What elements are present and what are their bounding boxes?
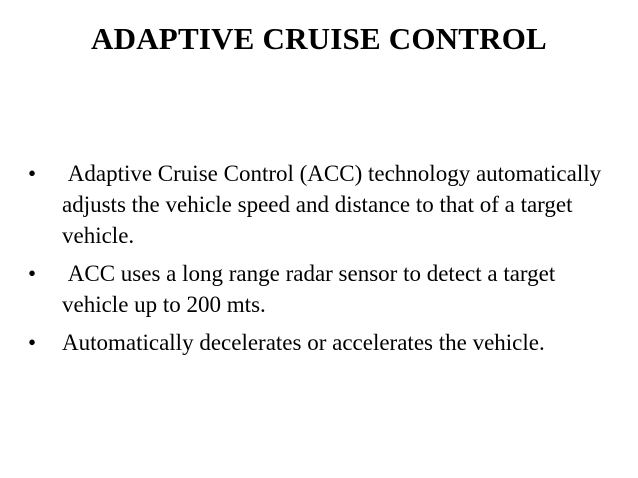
bullet-text: Adaptive Cruise Control (ACC) technology automatically adjusts the vehicle speed and distance to that of a target vehicle. bbox=[62, 161, 607, 248]
bullet-text: ACC uses a long range radar sensor to detect a target vehicle up to 200 mts. bbox=[62, 261, 562, 317]
bullet-item bbox=[28, 158, 618, 251]
bullet-text: Automatically decelerates or accelerates the vehicle. bbox=[62, 330, 545, 355]
bullet-list bbox=[28, 158, 618, 365]
slide-title: ADAPTIVE CRUISE CONTROL bbox=[91, 21, 547, 56]
bullet-icon: • bbox=[28, 161, 37, 186]
bullet-icon: • bbox=[28, 261, 37, 286]
bullet-item bbox=[28, 327, 618, 358]
bullet-icon: • bbox=[28, 330, 37, 355]
bullet-item bbox=[28, 258, 618, 320]
